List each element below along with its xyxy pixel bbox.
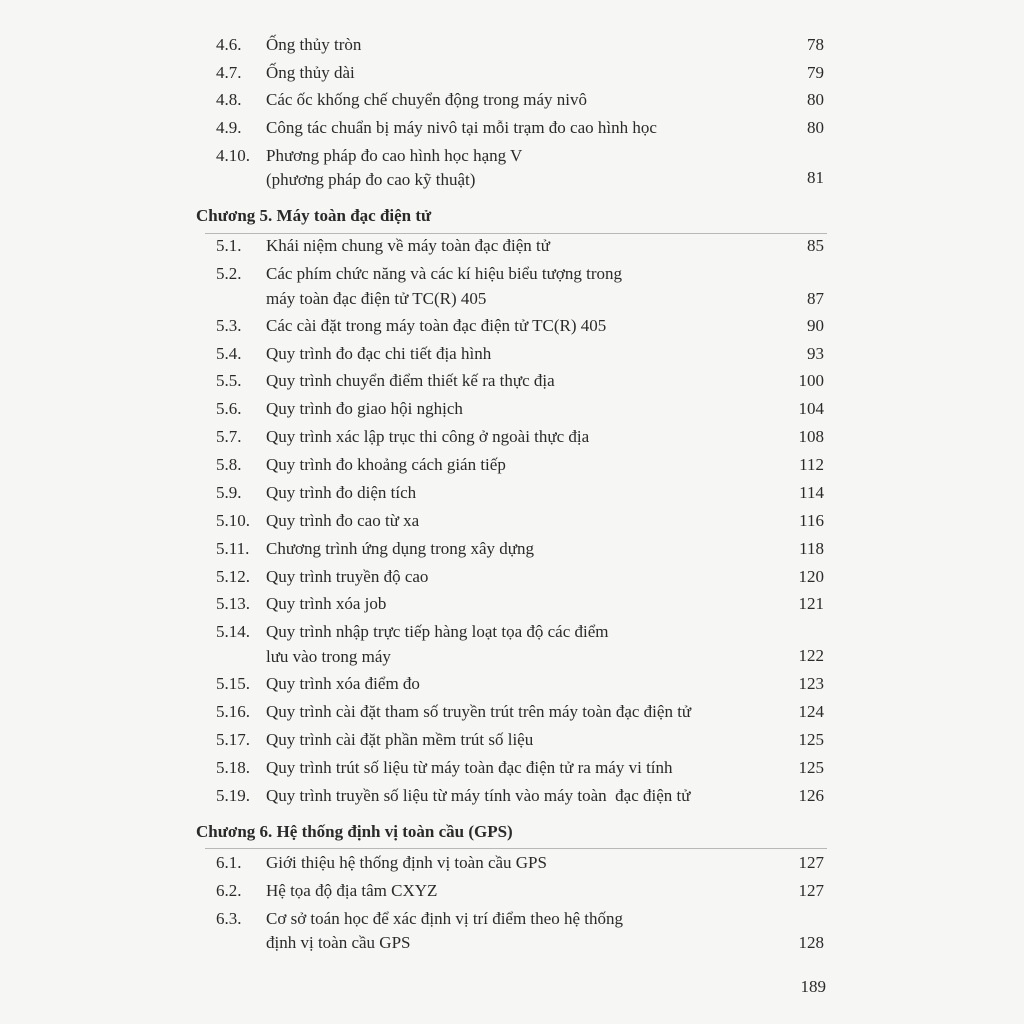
entry-title: Quy trình truyền độ cao [266,567,429,586]
entry-page: 78 [807,35,824,54]
entry-number: 6.3. [216,909,242,928]
divider [205,848,827,849]
entry-title: Quy trình đo diện tích [266,483,417,502]
chapter-heading: Chương 5. Máy toàn đạc điện tử [196,206,432,225]
entry-page: 80 [807,118,824,137]
entry-page: 100 [798,371,824,390]
entry-title: Quy trình xác lập trục thi công ở ngoài thực địa [266,427,590,446]
entry-page: 127 [798,853,824,872]
entry-number: 5.3. [216,316,242,335]
entry-number: 4.9. [216,118,242,137]
entry-title: Công tác chuẩn bị máy nivô tại mỗi trạm đo cao hình học [266,118,657,137]
entry-number: 6.1. [216,853,242,872]
entry-page: 120 [798,567,824,586]
entry-page: 126 [798,786,824,805]
toc-entry [0,622,1024,670]
entry-title-continued: (phương pháp đo cao kỹ thuật) [266,170,476,189]
entry-page: 87 [807,289,824,308]
entry-title-continued: máy toàn đạc điện tử TC(R) 405 [266,289,487,308]
entry-number: 5.2. [216,264,242,283]
entry-number: 5.16. [216,702,250,721]
entry-title: Các cài đặt trong máy toàn đạc điện tử TC(R) 405 [266,316,607,335]
entry-number: 4.10. [216,146,250,165]
entry-title: Ống thủy dài [266,63,355,82]
entry-page: 122 [798,646,824,665]
entry-number: 5.6. [216,399,242,418]
entry-title: Quy trình xóa job [266,594,387,613]
entry-page: 128 [798,933,824,952]
entry-title: Quy trình cài đặt phần mềm trút số liệu [266,730,534,749]
entry-number: 5.4. [216,344,242,363]
entry-page: 118 [799,539,824,558]
entry-page: 114 [799,483,824,502]
entry-title: Phương pháp đo cao hình học hạng V [266,146,523,165]
entry-page: 125 [798,730,824,749]
entry-page: 127 [798,881,824,900]
entry-number: 5.14. [216,622,250,641]
entry-number: 4.7. [216,63,242,82]
entry-number: 6.2. [216,881,242,900]
entry-number: 5.19. [216,786,250,805]
entry-number: 5.8. [216,455,242,474]
entry-title: Quy trình chuyển điểm thiết kế ra thực địa [266,371,555,390]
entry-page: 104 [798,399,824,418]
entry-title: Ống thủy tròn [266,35,362,54]
entry-page: 79 [807,63,824,82]
entry-title: Quy trình đo cao từ xa [266,511,420,530]
entry-number: 5.1. [216,236,242,255]
entry-number: 5.5. [216,371,242,390]
entry-title: Cơ sở toán học để xác định vị trí điểm theo hệ thống [266,909,623,928]
entry-title: Quy trình đo đạc chi tiết địa hình [266,344,492,363]
entry-title: Các phím chức năng và các kí hiệu biểu tượng trong [266,264,622,283]
entry-page: 80 [807,90,824,109]
entry-page: 90 [807,316,824,335]
entry-title: Quy trình xóa điểm đo [266,674,420,693]
entry-number: 5.10. [216,511,250,530]
entry-page: 121 [798,594,824,613]
toc-entry [0,146,1024,194]
entry-number: 5.15. [216,674,250,693]
entry-title-continued: lưu vào trong máy [266,647,391,666]
entry-number: 5.12. [216,567,250,586]
entry-number: 5.13. [216,594,250,613]
entry-number: 5.7. [216,427,242,446]
entry-page: 93 [807,344,824,363]
page-number: 189 [800,977,826,996]
entry-number: 5.11. [216,539,250,558]
entry-number: 4.8. [216,90,242,109]
entry-page: 85 [807,236,824,255]
entry-number: 5.17. [216,730,250,749]
toc-entry [0,264,1024,312]
chapter-heading: Chương 6. Hệ thống định vị toàn cầu (GPS) [196,822,513,841]
entry-page: 124 [798,702,824,721]
entry-title: Quy trình cài đặt tham số truyền trút trên máy toàn đạc điện tử [266,702,692,721]
entry-page: 123 [798,674,824,693]
entry-page: 81 [807,168,824,187]
entry-title: Quy trình đo giao hội nghịch [266,399,463,418]
divider [205,233,827,234]
entry-page: 116 [799,511,824,530]
entry-number: 4.6. [216,35,242,54]
entry-title: Khái niệm chung về máy toàn đạc điện tử [266,236,550,255]
entry-title: Chương trình ứng dụng trong xây dựng [266,539,535,558]
entry-page: 125 [798,758,824,777]
entry-title-continued: định vị toàn cầu GPS [266,933,411,952]
entry-title: Các ốc khống chế chuyển động trong máy nivô [266,90,588,109]
entry-number: 5.18. [216,758,250,777]
entry-page: 108 [798,427,824,446]
entry-title: Quy trình nhập trực tiếp hàng loạt tọa độ các điểm [266,622,609,641]
entry-page: 112 [799,455,824,474]
entry-title: Quy trình đo khoảng cách gián tiếp [266,455,506,474]
entry-title: Quy trình trút số liệu từ máy toàn đạc điện tử ra máy vi tính [266,758,673,777]
entry-title: Giới thiệu hệ thống định vị toàn cầu GPS [266,853,547,872]
entry-title: Hệ tọa độ địa tâm CXYZ [266,881,438,900]
entry-number: 5.9. [216,483,242,502]
entry-title: Quy trình truyền số liệu từ máy tính vào máy toàn đạc điện tử [266,786,691,805]
toc-entry [0,909,1024,957]
